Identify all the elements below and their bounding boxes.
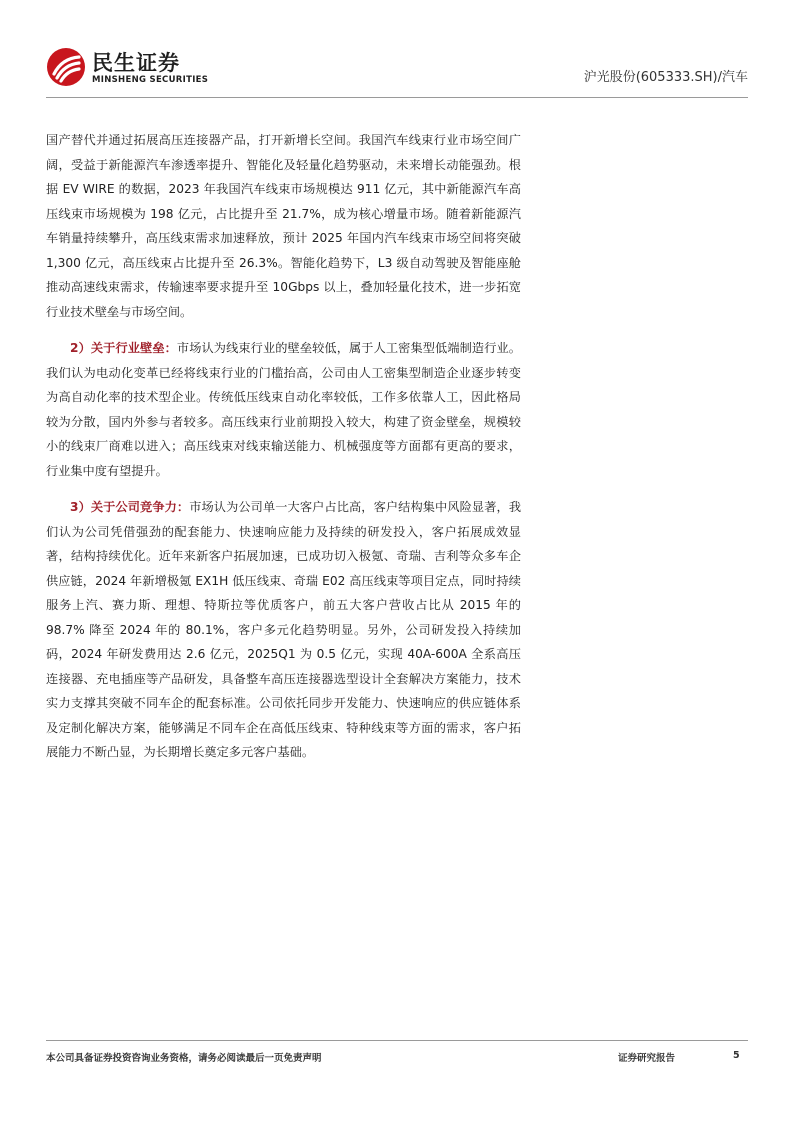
- minsheng-logo-icon: [46, 47, 86, 87]
- footer-disclaimer: 本公司具备证券投资咨询业务资格，请务必阅读最后一页免责声明: [46, 1053, 322, 1064]
- paragraph-industry-barrier: [46, 336, 521, 483]
- stock-ticker: 沪光股份(605333.SH)/汽车: [583, 70, 748, 85]
- header-divider: [46, 97, 748, 98]
- paragraph-lead: 2）关于行业壁垒：: [70, 341, 177, 355]
- footer-divider: [46, 1040, 748, 1041]
- paragraph-text: 市场认为线束行业的壁垒较低，属于人工密集型低端制造行业。我们认为电动化变革已经将线束行业的门槛抬高，公司由人工密集型制造企业逐步转变为高自动化率的技术型企业。传统低压线束自动化率较低，工作多依靠人工，因此格局较为分散，国内外参与者较多。高压线束行业前期投入较大，构建了资金壁垒，规模较小的线束厂商难以进入；高压线束对线束输送能力、机械强度等方面都有更高的要求，行业集中度有望提升。: [46, 341, 521, 478]
- footer-report-type: 证券研究报告: [618, 1053, 676, 1064]
- page-header: [46, 44, 748, 96]
- logo-english-name: MINSHENG SECURITIES: [92, 75, 209, 85]
- page-number: 5: [733, 1050, 740, 1061]
- paragraph-market-space: [46, 128, 521, 324]
- paragraph-lead: 3）关于公司竞争力：: [70, 500, 190, 514]
- paragraph-text: 国产替代并通过拓展高压连接器产品，打开新增长空间。我国汽车线束行业市场空间广阔，受益于新能源汽车渗透率提升、智能化及轻量化趋势驱动，未来增长动能强劲。根据 EV WIRE 的数据，2023 年我国汽车线束市场规模达 911 亿元，其中新能源汽车高压线束市场规模为 198 亿元，占比提升至 21.7%，成为核心增量市场。随着新能源汽车销量持续攀升，高压线束需求加速释放，预计 2025 年国内汽车线束市场空间将突破 1,300 亿元，高压线束占比提升至 26.3%。智能化趋势下，L3 级自动驾驶及智能座舱推动高速线束需求，传输速率要求提升至 10Gbps 以上，叠加轻量化技术，进一步拓宽行业技术壁垒与市场空间。: [46, 133, 521, 319]
- paragraph-competitiveness: [46, 495, 521, 765]
- report-body: [46, 128, 521, 777]
- paragraph-text: 市场认为公司单一大客户占比高，客户结构集中风险显著，我们认为公司凭借强劲的配套能力、快速响应能力及持续的研发投入，客户拓展成效显著，结构持续优化。近年来新客户拓展加速，已成功切入极氪、奇瑞、吉利等众多车企供应链，2024 年新增极氪 EX1H 低压线束、奇瑞 E02 高压线束等项目定点，同时持续服务上汽、赛力斯、理想、特斯拉等优质客户，前五大客户营收占比从 2015 年的 98.7% 降至 2024 年的 80.1%，客户多元化趋势明显。另外，公司研发投入持续加码，2024 年研发费用达 2.6 亿元，2025Q1 为 0.5 亿元，实现 40A-600A 全系高压连接器、充电插座等产品研发，具备整车高压连接器选型设计全套解决方案能力，技术实力支撑其突破不同车企的配套标准。公司依托同步开发能力、快速响应的供应链体系及定制化解决方案，能够满足不同车企在高低压线束、特种线束等方面的需求，客户拓展能力不断凸显，为长期增长奠定多元客户基础。: [46, 500, 522, 759]
- minsheng-logo: [46, 44, 246, 94]
- logo-chinese-name: 民生证券: [92, 51, 180, 75]
